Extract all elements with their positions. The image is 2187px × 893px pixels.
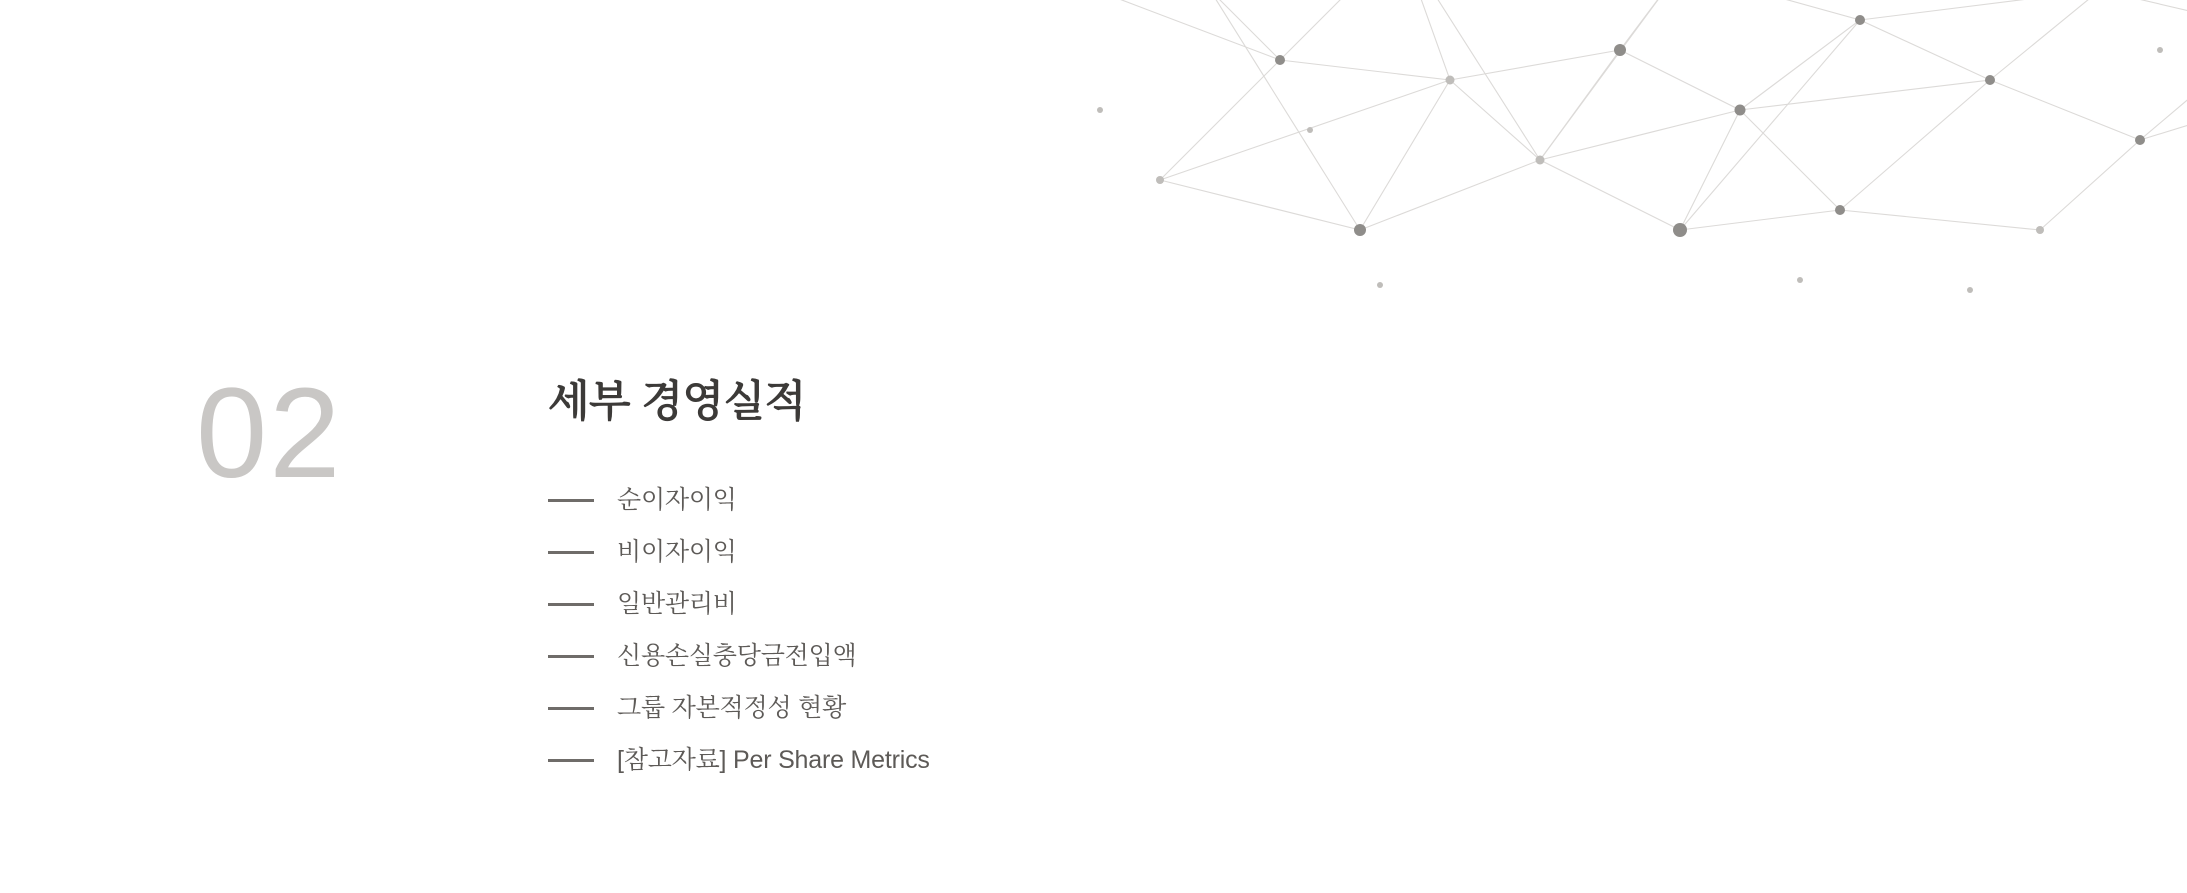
dash-icon	[548, 707, 594, 710]
list-item[interactable]	[548, 474, 930, 526]
dash-icon	[548, 603, 594, 606]
list-item-label: 신용손실충당금전입액	[617, 641, 857, 670]
list-item[interactable]	[548, 734, 930, 786]
list-item-label: 그룹 자본적정성 현황	[617, 693, 847, 722]
dash-icon	[548, 759, 594, 762]
list-item[interactable]	[548, 682, 930, 734]
list-item[interactable]	[548, 630, 930, 682]
list-item-label: [참고자료] Per Share Metrics	[617, 745, 930, 774]
section-number: 02	[196, 362, 343, 505]
network-node-graphic	[980, 0, 2187, 350]
dash-icon	[548, 551, 594, 554]
list-item-label: 순이자이익	[617, 485, 737, 514]
page-title: 세부 경영실적	[548, 378, 806, 426]
contents-list	[548, 474, 930, 786]
list-item-label: 일반관리비	[617, 589, 737, 618]
list-item[interactable]	[548, 578, 930, 630]
dash-icon	[548, 655, 594, 658]
list-item[interactable]	[548, 526, 930, 578]
dash-icon	[548, 499, 594, 502]
list-item-label: 비이자이익	[617, 537, 737, 566]
